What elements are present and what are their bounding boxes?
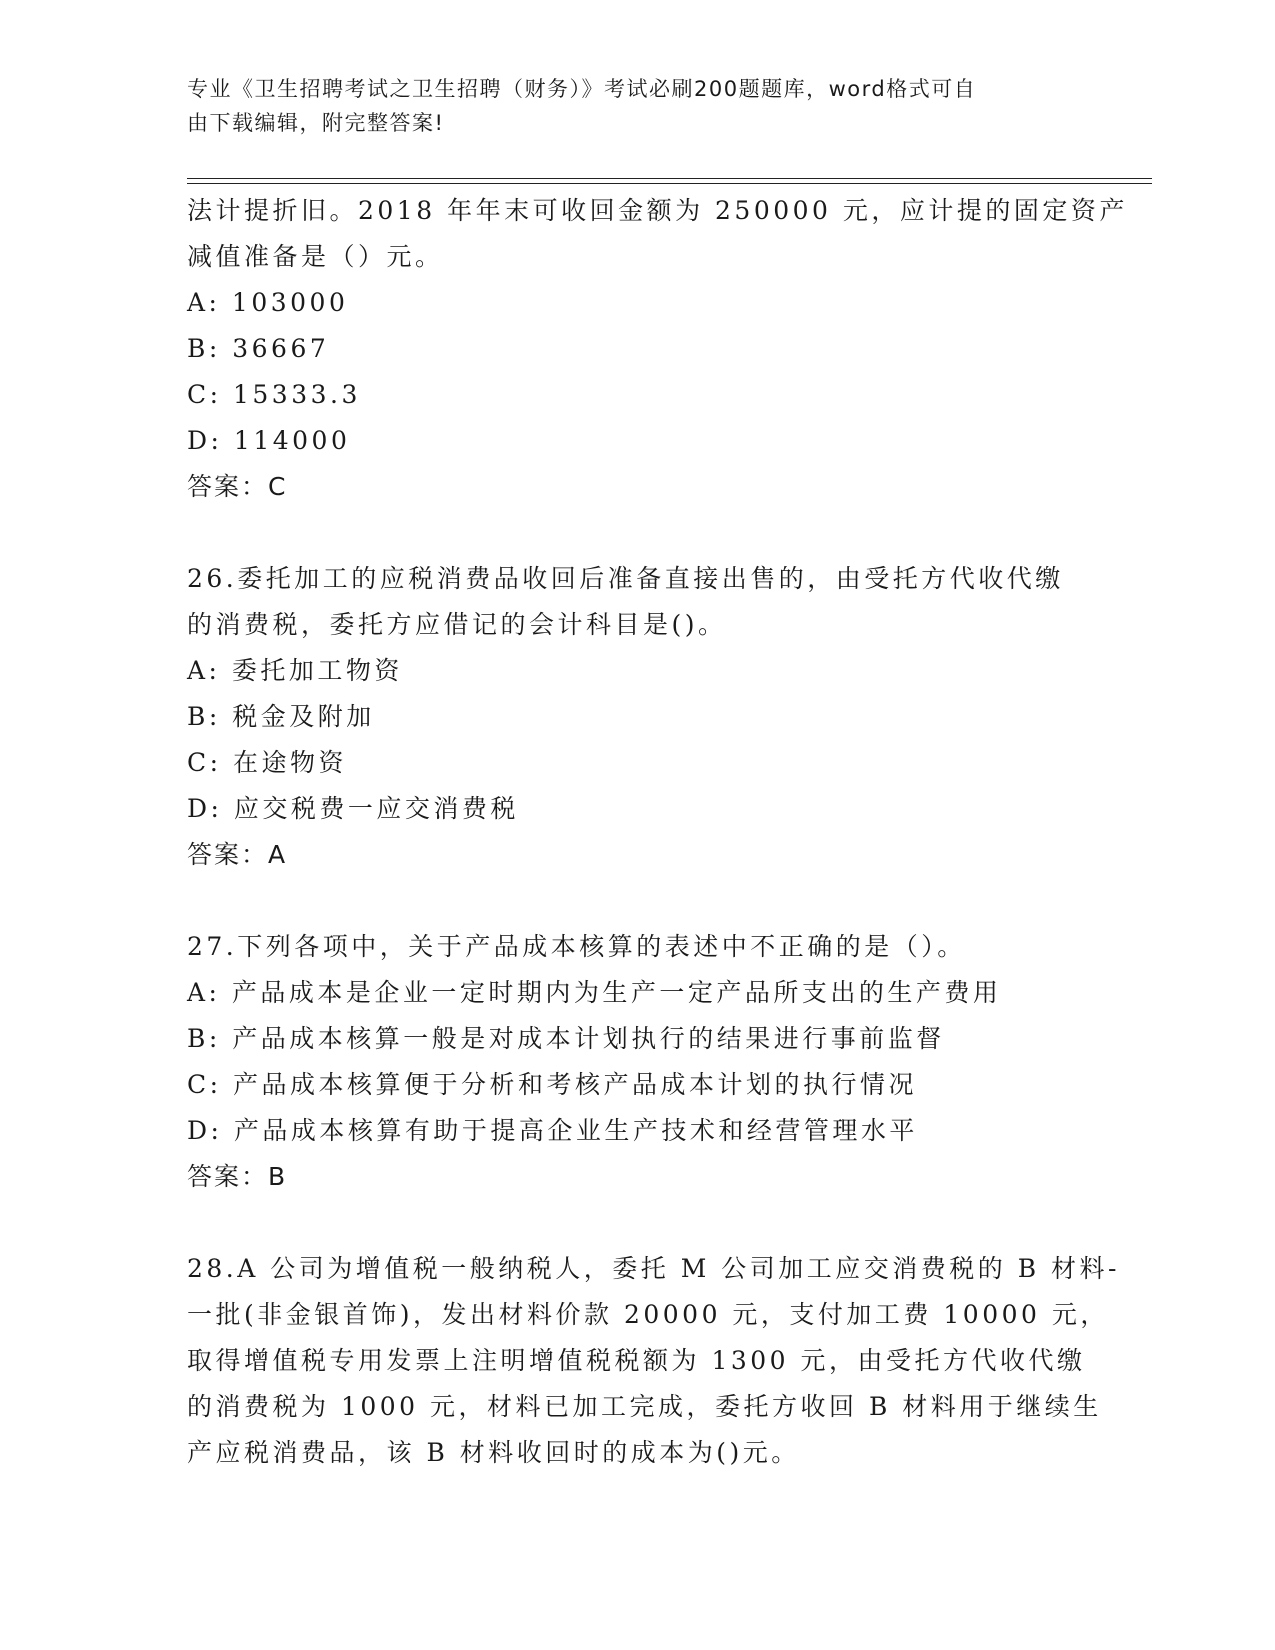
- answer-line: 答案：A: [187, 840, 288, 869]
- option-d: D: 产品成本核算有助于提高企业生产技术和经营管理水平: [187, 1116, 918, 1145]
- question-block: [187, 556, 1087, 878]
- option-c: C: 在途物资: [187, 748, 347, 777]
- option-a: A: 产品成本是企业一定时期内为生产一定产品所支出的生产费用: [187, 978, 1002, 1007]
- option-c: C: 15333.3: [187, 380, 361, 409]
- option-a: A: 103000: [187, 288, 349, 317]
- option-d: D: 应交税费一应交消费税: [187, 794, 519, 823]
- option-d: D: 114000: [187, 426, 351, 455]
- answer-line: 答案：B: [187, 1162, 288, 1191]
- option-b: B: 税金及附加: [187, 702, 375, 731]
- question-block: [187, 188, 1128, 510]
- header-rule-top: [187, 178, 1152, 179]
- option-a: A: 委托加工物资: [187, 656, 403, 685]
- question-text-line: 法计提折旧。2018 年年末可收回金额为 250000 元，应计提的固定资产: [187, 196, 1128, 225]
- question-text-line: 产应税消费品，该 B 材料收回时的成本为()元。: [187, 1438, 800, 1467]
- spacer: [187, 1200, 1087, 1246]
- option-b: B: 产品成本核算一般是对成本计划执行的结果进行事前监督: [187, 1024, 945, 1053]
- question-text-line: 一批(非金银首饰)，发出材料价款 20000 元，支付加工费 10000 元，: [187, 1300, 1109, 1329]
- question-text-line: 28.A 公司为增值税一般纳税人，委托 M 公司加工应交消费税的 B 材料-: [187, 1254, 1120, 1283]
- question-text-line: 的消费税为 1000 元，材料已加工完成，委托方收回 B 材料用于继续生: [187, 1392, 1102, 1421]
- question-block: [187, 924, 1087, 1200]
- document-header: [187, 72, 1067, 140]
- answer-line: 答案：C: [187, 472, 288, 501]
- question-text-line: 的消费税，委托方应借记的会计科目是()。: [187, 610, 727, 639]
- question-text-line: 27.下列各项中，关于产品成本核算的表述中不正确的是（）。: [187, 932, 966, 961]
- header-rule-bottom: [187, 183, 1152, 184]
- document-body: [187, 188, 1128, 1476]
- spacer: [187, 878, 1087, 924]
- question-text-line: 取得增值税专用发票上注明增值税税额为 1300 元，由受托方代收代缴: [187, 1346, 1086, 1375]
- question-text-line: 减值准备是（）元。: [187, 242, 444, 271]
- option-c: C: 产品成本核算便于分析和考核产品成本计划的执行情况: [187, 1070, 918, 1099]
- header-line-1: 专业《卫生招聘考试之卫生招聘（财务）》考试必刷200题题库，word格式可自: [187, 77, 977, 101]
- question-text-line: 26.委托加工的应税消费品收回后准备直接出售的，由受托方代收代缴: [187, 564, 1064, 593]
- question-block: [187, 1246, 1120, 1476]
- header-line-2: 由下载编辑，附完整答案!: [187, 111, 445, 135]
- spacer: [187, 510, 1087, 556]
- option-b: B: 36667: [187, 334, 330, 363]
